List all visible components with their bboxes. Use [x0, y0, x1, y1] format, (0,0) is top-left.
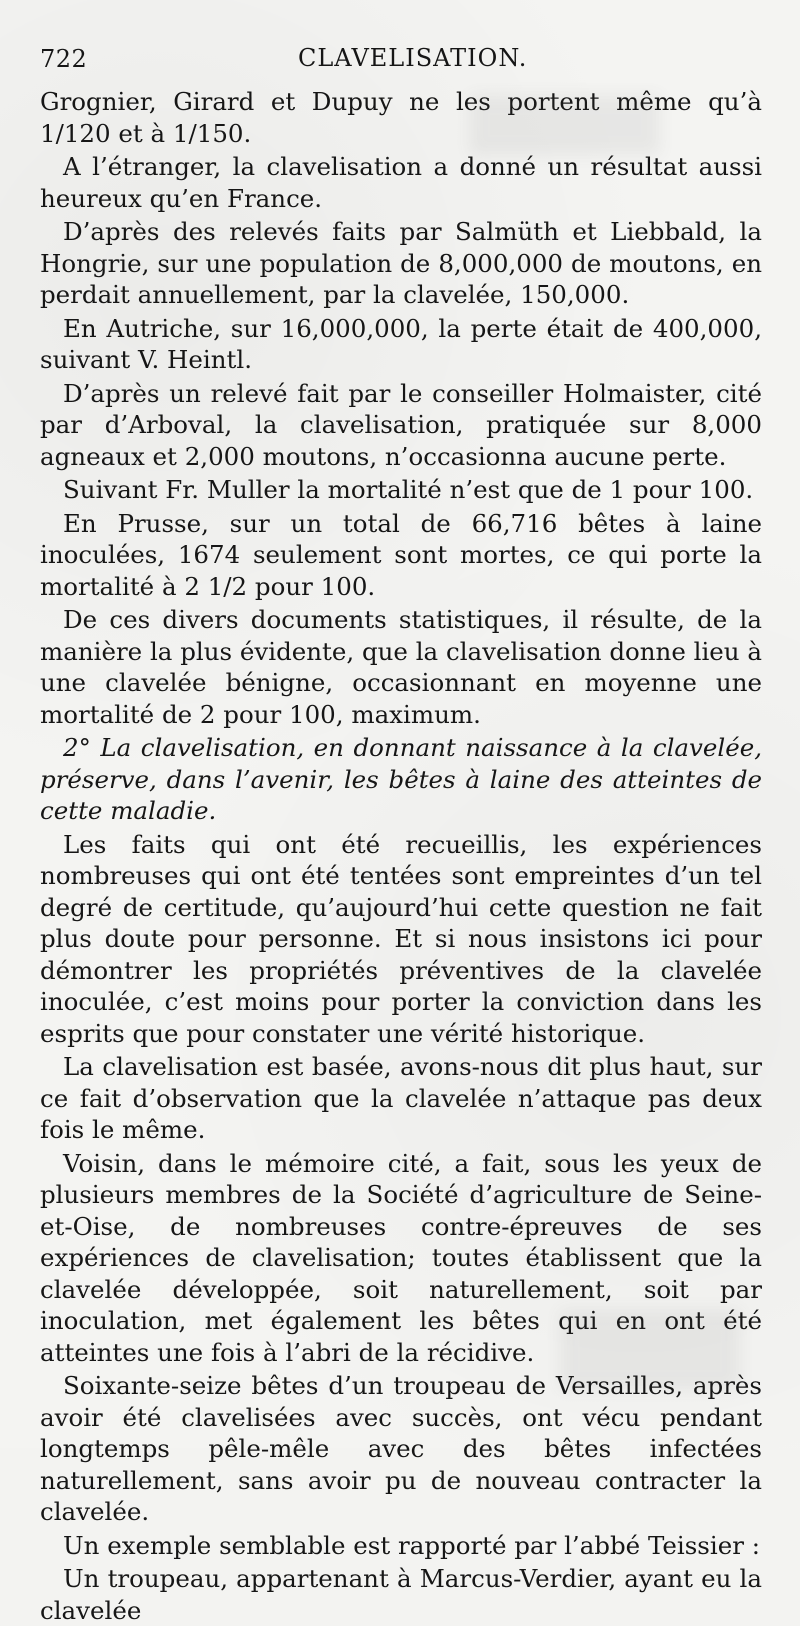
- paragraph: Soixante-seize bêtes d’un troupeau de Versailles, après avoir été clavelisées avec succès, ont vécu pendant longtemps pêle-mêle avec des bêtes infectées naturellement, sans avoir pu de nouveau contracter la clavelée.: [40, 1371, 762, 1526]
- paragraph: Les faits qui ont été recueillis, les expériences nombreuses qui ont été tentées sont empreintes d’un tel degré de certitude, qu’aujourd’hui cette question ne fait plus doute pour personne. Et si nous insistons ici pour démontrer les propriétés préventives de la clavelée inoculée, c’est moins pour porter la conviction dans les esprits que pour constater une vérité historique.: [40, 829, 762, 1048]
- paragraph-continuation: Grognier, Girard et Dupuy ne les portent même qu’à 1/120 et à 1/150.: [40, 87, 762, 148]
- running-title: CLAVELISATION.: [298, 44, 528, 72]
- italic-thesis-paragraph: 2° La clavelisation, en donnant naissance à la clavelée, préserve, dans l’avenir, les bêtes à laine des atteintes de cette maladie.: [40, 733, 762, 825]
- paragraph: Suivant Fr. Muller la mortalité n’est que de 1 pour 100.: [63, 475, 754, 504]
- paragraph: En Autriche, sur 16,000,000, la perte était de 400,000, suivant V. Heintl.: [40, 313, 762, 374]
- paragraph: En Prusse, sur un total de 66,716 bêtes à laine inoculées, 1674 seulement sont mortes, ce qui porte la mortalité à 2 1/2 pour 100.: [40, 508, 762, 601]
- paragraph: Un troupeau, appartenant à Marcus-Verdier, ayant eu la clavelée: [40, 1564, 762, 1625]
- paragraph: Voisin, dans le mémoire cité, a fait, sous les yeux de plusieurs membres de la Société d’agriculture de Seine-et-Oise, de nombreuses contre-épreuves de ses expériences de clavelisation; toutes établissent que la clavelée développée, soit naturellement, soit par inoculation, met également les bêtes qui en ont été atteintes une fois à l’abri de la récidive.: [40, 1148, 762, 1367]
- paragraph: A l’étranger, la clavelisation a donné un résultat aussi heureux qu’en France.: [40, 152, 762, 213]
- main-text-block: [40, 86, 762, 1626]
- page-header: [40, 28, 762, 86]
- paragraph: De ces divers documents statistiques, il résulte, de la manière la plus évidente, que la clavelisation donne lieu à une clavelée bénigne, occasionnant en moyenne une mortalité de 2 pour 100, maximum.: [40, 605, 762, 729]
- paragraph: D’après un relevé fait par le conseiller Holmaister, cité par d’Arboval, la clavelisation, pratiquée sur 8,000 agneaux et 2,000 moutons, n’occasionna aucune perte.: [40, 378, 762, 471]
- page-number: 722: [40, 45, 88, 73]
- paragraph: D’après des relevés faits par Salmüth et Liebbald, la Hongrie, sur une population de 8,000,000 de moutons, en perdait annuellement, par la clavelée, 150,000.: [40, 217, 762, 309]
- paragraph: La clavelisation est basée, avons-nous dit plus haut, sur ce fait d’observation que la clavelée n’attaque pas deux fois le même.: [40, 1052, 762, 1144]
- paragraph: Un exemple semblable est rapporté par l’abbé Teissier :: [63, 1530, 760, 1560]
